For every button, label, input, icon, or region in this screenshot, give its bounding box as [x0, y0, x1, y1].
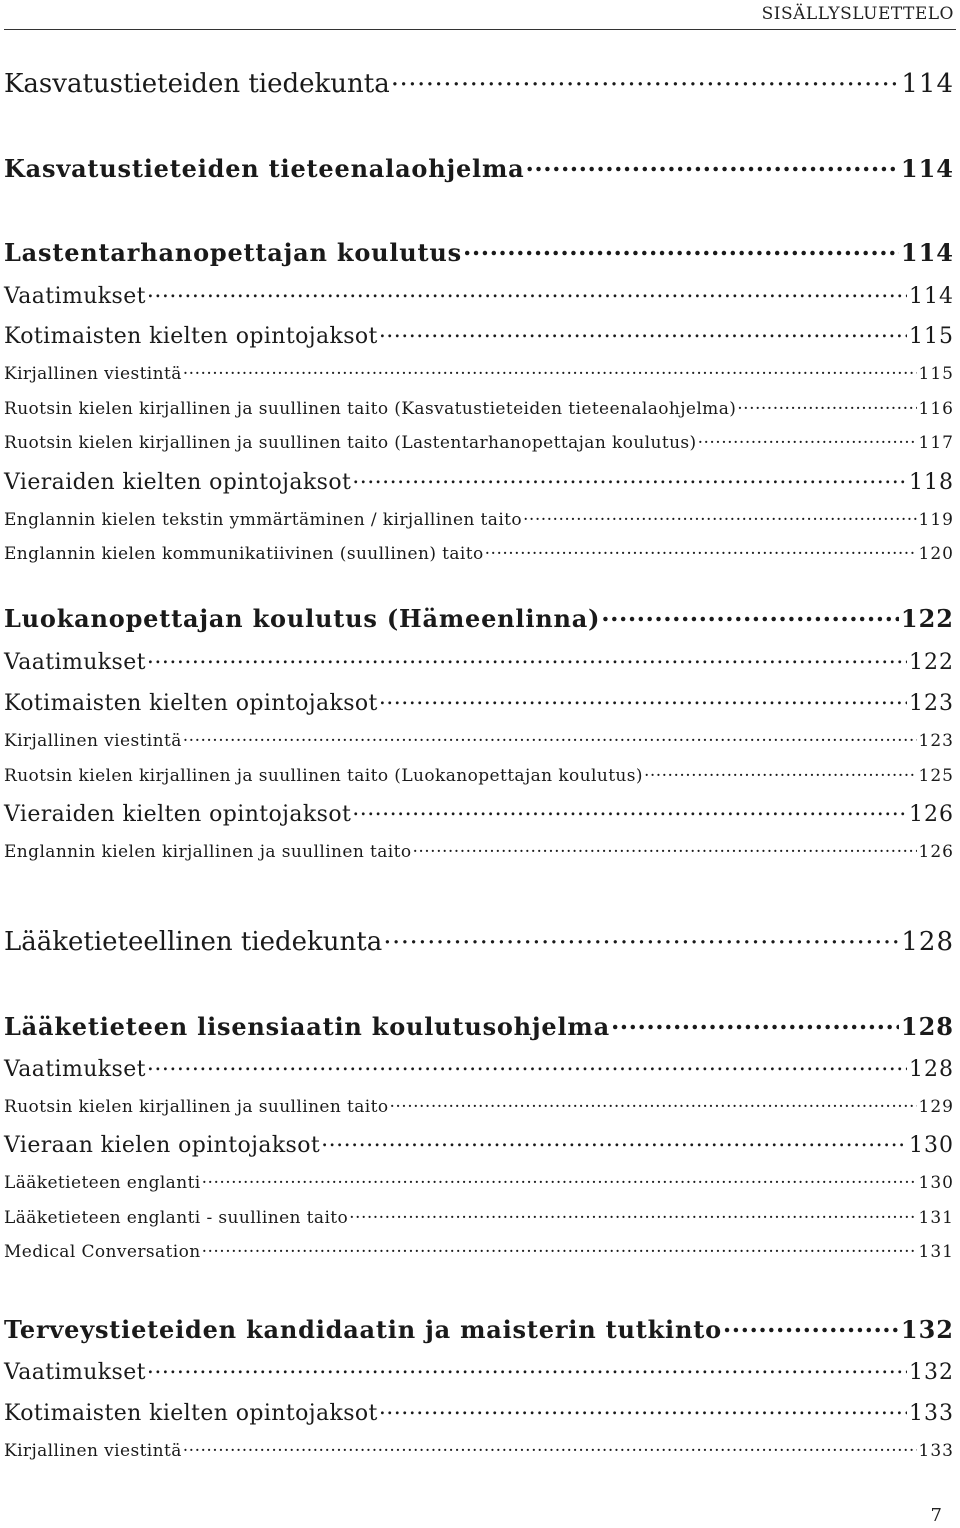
dot-leader [183, 362, 917, 379]
toc-entry-label: Ruotsin kielen kirjallinen ja suullinen taito (Kasvatustieteiden tieteenalaohjelma) [4, 399, 737, 419]
dot-leader [463, 237, 899, 261]
toc-entry-page: 123 [918, 731, 954, 751]
toc-entry-label: Lääketieteen englanti [4, 1173, 201, 1193]
toc-entry-page: 119 [918, 510, 954, 530]
toc-entry-label: Vieraiden kielten opintojaksot [4, 802, 352, 827]
toc-entry-section [4, 467, 954, 495]
toc-entry-label: Vaatimukset [4, 1057, 146, 1082]
toc-entry-label: Kotimaisten kielten opintojaksot [4, 1401, 378, 1426]
toc-entry-label: Kasvatustieteiden tieteenalaohjelma [4, 154, 525, 183]
toc-entry-page: 122 [900, 604, 954, 633]
dot-leader [202, 1171, 917, 1188]
toc-entry-label: Vieraan kielen opintojaksot [4, 1133, 321, 1158]
toc-entry-section [4, 1130, 954, 1158]
toc-entry-label: Kotimaisten kielten opintojaksot [4, 691, 378, 716]
toc-entry-label: Medical Conversation [4, 1242, 201, 1262]
toc-entry-section [4, 1357, 954, 1385]
toc-entry-label: Ruotsin kielen kirjallinen ja suullinen taito (Luokanopettajan koulutus) [4, 766, 643, 786]
toc-entry-page: 122 [909, 650, 954, 675]
toc-entry-page: 130 [909, 1133, 954, 1158]
toc-entry-page: 131 [918, 1208, 954, 1228]
toc-entry-page: 132 [909, 1360, 954, 1385]
dot-leader [390, 1095, 917, 1112]
toc-entry-page: 116 [918, 399, 954, 419]
toc-entry-label: Ruotsin kielen kirjallinen ja suullinen taito [4, 1097, 389, 1117]
toc-entry-course [4, 1095, 954, 1117]
dot-leader [321, 1130, 907, 1152]
toc-entry-course [4, 729, 954, 751]
dot-leader [147, 1054, 907, 1076]
dot-leader [147, 647, 907, 669]
toc-entry-label: Luokanopettajan koulutus (Hämeenlinna) [4, 604, 601, 633]
toc-entry-page: 126 [918, 842, 954, 862]
toc-entry-page: 128 [901, 927, 954, 957]
toc-entry-course [4, 431, 954, 453]
toc-entry-page: 114 [900, 154, 954, 183]
toc-entry-program [4, 603, 954, 633]
dot-leader [202, 1240, 917, 1257]
dot-leader [352, 799, 907, 821]
toc-entry-page: 128 [900, 1012, 954, 1041]
dot-leader [379, 1398, 907, 1420]
toc-entry-section [4, 688, 954, 716]
toc-entry-label: Vaatimukset [4, 650, 146, 675]
toc-entry-course [4, 508, 954, 530]
dot-leader [723, 1314, 899, 1338]
toc-entry-course [4, 840, 954, 862]
toc-entry-label: Lääketieteen englanti - suullinen taito [4, 1208, 349, 1228]
toc-entry-page: 118 [909, 470, 954, 495]
toc-entry-page: 115 [909, 324, 954, 349]
dot-leader [147, 1357, 907, 1379]
toc-entry-section [4, 1398, 954, 1426]
toc-entry-page: 126 [909, 802, 954, 827]
toc-entry-label: Englannin kielen kirjallinen ja suullinen taito [4, 842, 412, 862]
toc-entry-label: Englannin kielen kommunikatiivinen (suullinen) taito [4, 544, 484, 564]
toc-entry-course [4, 542, 954, 564]
toc-entry-label: Kasvatustieteiden tiedekunta [4, 69, 390, 99]
toc-entry-page: 115 [918, 364, 954, 384]
page-number: 7 [930, 1505, 942, 1526]
dot-leader [526, 153, 899, 177]
dot-leader [379, 321, 907, 343]
toc-entry-section [4, 799, 954, 827]
dot-leader [698, 431, 917, 448]
toc-entry-faculty [4, 924, 954, 957]
toc-entry-label: Lääketieteen lisensiaatin koulutusohjelma [4, 1012, 610, 1041]
toc-entry-course [4, 1240, 954, 1262]
toc-entry-program [4, 237, 954, 267]
toc-entry-label: Kirjallinen viestintä [4, 1441, 182, 1461]
toc-entry-page: 125 [918, 766, 954, 786]
dot-leader [644, 764, 917, 781]
running-header-title: SISÄLLYSLUETTELO [761, 4, 954, 24]
dot-leader [349, 1206, 916, 1223]
toc-entry-course [4, 362, 954, 384]
toc-entry-course [4, 1206, 954, 1228]
toc-entry-page: 114 [909, 284, 954, 309]
toc-entry-program [4, 1011, 954, 1041]
toc-entry-faculty [4, 66, 954, 99]
toc-entry-course [4, 1439, 954, 1461]
toc-entry-label: Vaatimukset [4, 284, 146, 309]
dot-leader [352, 467, 907, 489]
toc-entry-section [4, 321, 954, 349]
toc-entry-page: 117 [918, 433, 954, 453]
toc-entry-section [4, 1054, 954, 1082]
toc-entry-page: 132 [900, 1315, 954, 1344]
dot-leader [485, 542, 917, 559]
dot-leader [737, 397, 916, 414]
toc-entry-section [4, 281, 954, 309]
toc-entry-label: Vaatimukset [4, 1360, 146, 1385]
dot-leader [183, 729, 917, 746]
toc-entry-page: 123 [909, 691, 954, 716]
toc-entry-page: 133 [918, 1441, 954, 1461]
toc-entry-page: 131 [918, 1242, 954, 1262]
dot-leader [601, 603, 899, 627]
toc-entry-label: Vieraiden kielten opintojaksot [4, 470, 352, 495]
toc-entry-program [4, 153, 954, 183]
toc-entry-page: 128 [909, 1057, 954, 1082]
toc-entry-label: Ruotsin kielen kirjallinen ja suullinen taito (Lastentarhanopettajan koulutus) [4, 433, 697, 453]
toc-entry-label: Terveystieteiden kandidaatin ja maisterin tutkinto [4, 1315, 722, 1344]
dot-leader [379, 688, 907, 710]
toc-entry-label: Kirjallinen viestintä [4, 731, 182, 751]
toc-entry-program [4, 1314, 954, 1344]
toc-entry-page: 129 [918, 1097, 954, 1117]
toc-entry-page: 120 [918, 544, 954, 564]
dot-leader [391, 66, 900, 92]
toc-entry-label: Kirjallinen viestintä [4, 364, 182, 384]
dot-leader [611, 1011, 899, 1035]
dot-leader [147, 281, 907, 303]
toc-entry-course [4, 1171, 954, 1193]
dot-leader [412, 840, 916, 857]
dot-leader [183, 1439, 917, 1456]
toc-entry-label: Lastentarhanopettajan koulutus [4, 238, 462, 267]
toc-entry-label: Kotimaisten kielten opintojaksot [4, 324, 378, 349]
toc-entry-page: 133 [909, 1401, 954, 1426]
toc-entry-page: 114 [900, 238, 954, 267]
dot-leader [383, 924, 899, 950]
toc-entry-page: 130 [918, 1173, 954, 1193]
toc-entry-page: 114 [901, 69, 954, 99]
toc-entry-course [4, 397, 954, 419]
dot-leader [523, 508, 917, 525]
toc-entry-label: Lääketieteellinen tiedekunta [4, 927, 383, 957]
toc-entry-label: Englannin kielen tekstin ymmärtäminen / kirjallinen taito [4, 510, 523, 530]
toc-entry-section [4, 647, 954, 675]
toc-entry-course [4, 764, 954, 786]
